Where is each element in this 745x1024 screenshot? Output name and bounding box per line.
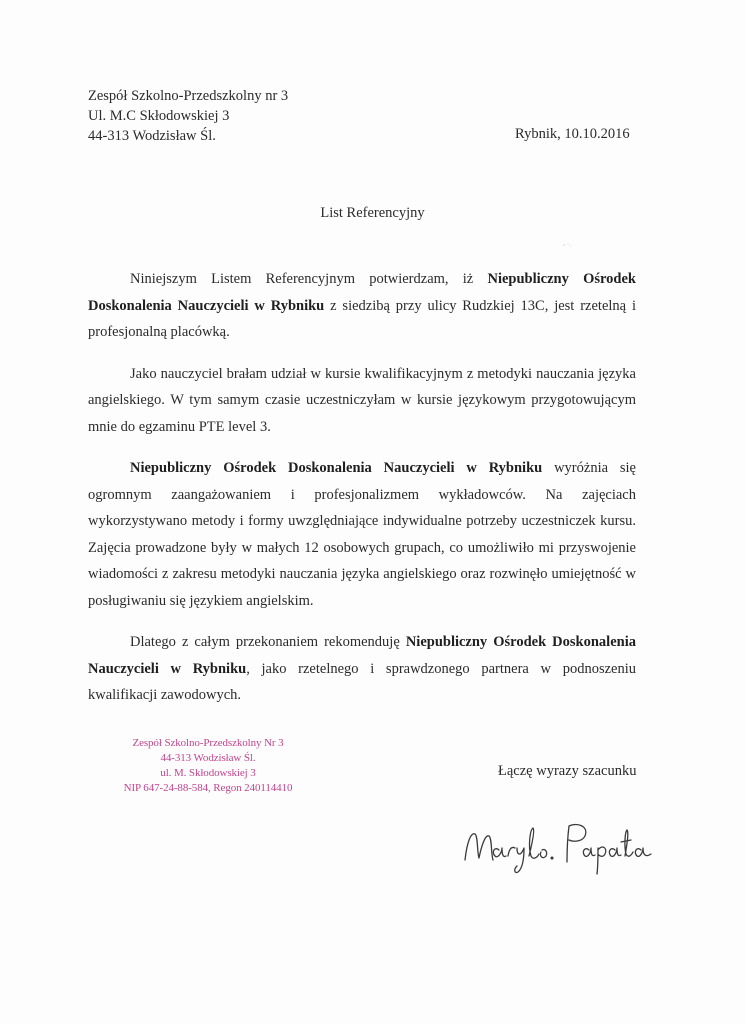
paragraph-1 xyxy=(88,266,636,346)
paragraph-text: Jako nauczyciel brałam udział w kursie kwalifikacyjnym z metodyki nauczania języka angielskiego. W tym samym czasie uczestniczyłam w kursie językowym przygotowującym mnie do egzaminu PTE level 3. xyxy=(88,365,636,435)
stamp-line-1: Zespół Szkolno-Przedszkolny Nr 3 xyxy=(132,737,284,749)
sender-line-1: Zespół Szkolno-Przedszkolny nr 3 xyxy=(88,88,289,104)
scan-speck xyxy=(562,242,572,248)
stamp-line-2: 44-313 Wodzisław Śl. xyxy=(160,752,256,764)
sender-address xyxy=(88,86,288,146)
institution-name-bold: Niepubliczny Ośrodek Doskonalenia Nauczycieli w Rybniku xyxy=(88,271,636,314)
paragraph-3 xyxy=(88,455,636,614)
paragraph-text: Niniejszym Listem Referencyjnym potwierdzam, iż xyxy=(130,271,488,287)
paragraph-4 xyxy=(88,629,636,709)
paragraph-text: wyróżnia się ogromnym zaangażowaniem i profesjonalizmem wykładowców. Na zajęciach wykorzystywano metody i formy uwzględniające indywidualne potrzeby uczestniczek kursu. Zajęcia prowadzone były w małych 12 osobowych grupach, co umożliwiło mi przyswojenie wiadomości z zakresu metodyki nauczania języka angielskiego oraz rozwinęło umiejętność w posługiwaniu się językiem angielskim. xyxy=(88,460,636,609)
sender-line-3: 44-313 Wodzisław Śl. xyxy=(88,128,216,144)
school-stamp xyxy=(108,736,308,796)
paragraph-text: , jako rzetelnego i sprawdzonego partnera w podnoszeniu kwalifikacji zawodowych. xyxy=(88,660,636,703)
document-title: List Referencyjny xyxy=(320,205,425,221)
letter-body xyxy=(88,266,636,724)
handwritten-signature xyxy=(455,812,675,882)
paragraph-text: z siedzibą przy ulicy Rudzkiej 13C, jest rzetelną i profesjonalną placówką. xyxy=(88,297,636,340)
institution-name-bold: Niepubliczny Ośrodek Doskonalenia Nauczycieli w Rybniku xyxy=(88,634,636,677)
institution-name-bold: Niepubliczny Ośrodek Doskonalenia Nauczycieli w Rybniku xyxy=(130,460,543,476)
place-and-date: Rybnik, 10.10.2016 xyxy=(515,126,630,142)
stamp-line-3: ul. M. Skłodowskiej 3 xyxy=(160,767,256,779)
sender-line-2: Ul. M.C Skłodowskiej 3 xyxy=(88,108,230,124)
paragraph-text: Dlatego z całym przekonaniem rekomenduję xyxy=(130,634,406,650)
paragraph-2 xyxy=(88,361,636,441)
closing-phrase: Łączę wyrazy szacunku xyxy=(498,763,637,779)
stamp-line-4: NIP 647-24-88-584, Regon 240114410 xyxy=(123,782,293,794)
